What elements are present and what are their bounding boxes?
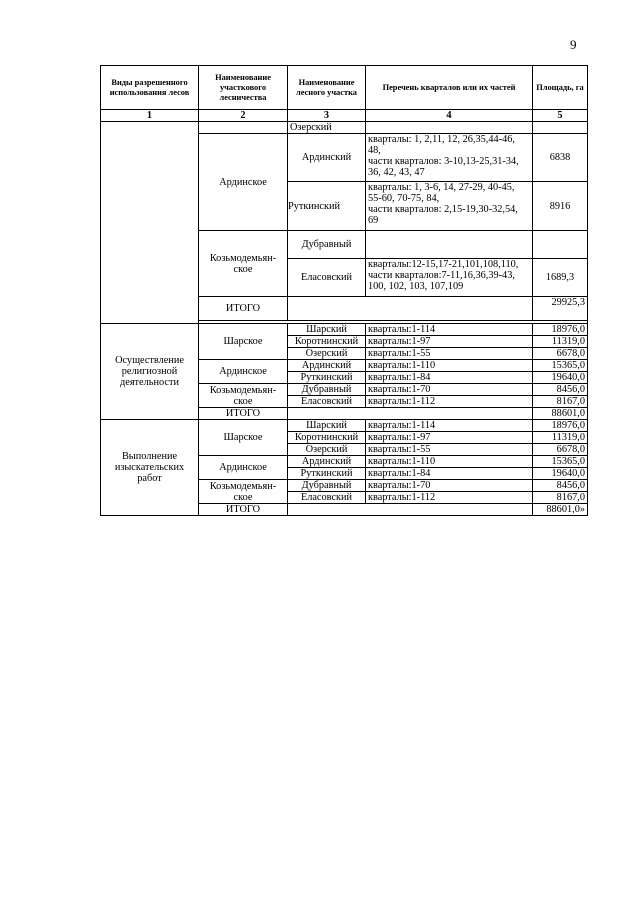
site-cell: Ардинский <box>288 134 366 182</box>
quarters-cell: кварталы:1-55 <box>366 348 533 360</box>
district-cell: Ардинское <box>199 360 288 384</box>
quarters-cell: кварталы:1-110 <box>366 360 533 372</box>
site-cell: Шарский <box>288 420 366 432</box>
quarters-cell: кварталы:1-112 <box>366 492 533 504</box>
district-cell <box>199 122 288 134</box>
area-cell: 8456,0 <box>533 480 588 492</box>
area-cell: 6838 <box>533 134 588 182</box>
header-row <box>101 66 588 110</box>
quarters-cell: кварталы:1-97 <box>366 432 533 444</box>
site-cell: Еласовский <box>288 492 366 504</box>
area-cell: 8916 <box>533 182 588 231</box>
area-cell: 18976,0 <box>533 420 588 432</box>
district-cell: Ардинское <box>199 134 288 231</box>
area-cell: 8167,0 <box>533 492 588 504</box>
quarters-cell: кварталы:1-114 <box>366 420 533 432</box>
site-cell: Руткинский <box>288 372 366 384</box>
area-cell <box>533 231 588 259</box>
site-cell: Дубравный <box>288 231 366 259</box>
header-use-type: Виды разрешенного использования лесов <box>101 66 199 110</box>
area-cell: 15365,0 <box>533 456 588 468</box>
district-cell: Козьмодемьян- ское <box>199 231 288 297</box>
area-cell: 8167,0 <box>533 396 588 408</box>
total-spacer <box>288 504 533 516</box>
table-row <box>101 324 588 336</box>
area-cell: 15365,0 <box>533 360 588 372</box>
quarters-cell <box>366 231 533 259</box>
area-cell: 1689,3 <box>533 259 588 297</box>
total-area: 88601,0» <box>533 504 588 516</box>
total-spacer <box>288 408 533 420</box>
total-area: 29925,3 <box>533 297 588 321</box>
area-cell: 6678,0 <box>533 444 588 456</box>
site-cell: Дубравный <box>288 480 366 492</box>
column-number: 4 <box>366 110 533 122</box>
site-cell: Шарский <box>288 324 366 336</box>
header-quarters: Перечень кварталов или их частей <box>366 66 533 110</box>
quarters-cell: кварталы:1-70 <box>366 480 533 492</box>
quarters-cell <box>366 122 533 134</box>
area-cell: 6678,0 <box>533 348 588 360</box>
use-type-cell: Выполнение изыскательских работ <box>101 420 199 516</box>
site-cell: Озерский <box>288 122 366 134</box>
total-area: 88601,0 <box>533 408 588 420</box>
column-number-row <box>101 110 588 122</box>
column-number: 2 <box>199 110 288 122</box>
page-number: 9 <box>570 37 577 52</box>
site-cell: Озерский <box>288 444 366 456</box>
site-cell: Руткинский <box>288 468 366 480</box>
site-cell: Еласовский <box>288 259 366 297</box>
site-cell: Ардинский <box>288 456 366 468</box>
quarters-cell: кварталы:1-70 <box>366 384 533 396</box>
forest-use-table <box>100 65 588 516</box>
site-cell: Дубравный <box>288 384 366 396</box>
quarters-cell: кварталы:1-112 <box>366 396 533 408</box>
table-row <box>101 420 588 432</box>
quarters-cell: кварталы:1-114 <box>366 324 533 336</box>
quarters-cell: кварталы:1-55 <box>366 444 533 456</box>
total-label: ИТОГО <box>199 297 288 321</box>
site-cell: Еласовский <box>288 396 366 408</box>
quarters-cell: кварталы:1-84 <box>366 372 533 384</box>
use-type-cell <box>101 122 199 324</box>
use-type-cell: Осуществление религиозной деятельности <box>101 324 199 420</box>
site-cell: Коротнинский <box>288 432 366 444</box>
table-row <box>101 122 588 134</box>
area-cell: 8456,0 <box>533 384 588 396</box>
quarters-cell: кварталы:12-15,17-21,101,108,110, части кварталов:7-11,16,36,39-43, 100, 102, 103, 107,109 <box>366 259 533 297</box>
district-cell: Шарское <box>199 420 288 456</box>
header-site: Наименование лесного участка <box>288 66 366 110</box>
total-label: ИТОГО <box>199 504 288 516</box>
quarters-cell: кварталы:1-84 <box>366 468 533 480</box>
header-district: Наименование участкового лесничества <box>199 66 288 110</box>
district-cell: Козьмодемьян- ское <box>199 384 288 408</box>
area-cell: 11319,0 <box>533 336 588 348</box>
column-number: 5 <box>533 110 588 122</box>
column-number: 1 <box>101 110 199 122</box>
district-cell: Шарское <box>199 324 288 360</box>
site-cell: Коротнинский <box>288 336 366 348</box>
area-cell: 11319,0 <box>533 432 588 444</box>
site-cell: Руткинский <box>288 182 366 231</box>
total-spacer <box>288 297 533 321</box>
area-cell: 19640,0 <box>533 372 588 384</box>
header-area: Площадь, га <box>533 66 588 110</box>
district-cell: Ардинское <box>199 456 288 480</box>
quarters-cell: кварталы: 1, 3-6, 14, 27-29, 40-45, 55-60, 70-75, 84, части кварталов: 2,15-19,30-32,54, 69 <box>366 182 533 231</box>
area-cell <box>533 122 588 134</box>
column-number: 3 <box>288 110 366 122</box>
site-cell: Озерский <box>288 348 366 360</box>
quarters-cell: кварталы: 1, 2,11, 12, 26,35,44-46, 48, части кварталов: 3-10,13-25,31-34, 36, 42, 43, 47 <box>366 134 533 182</box>
area-cell: 19640,0 <box>533 468 588 480</box>
quarters-cell: кварталы:1-97 <box>366 336 533 348</box>
site-cell: Ардинский <box>288 360 366 372</box>
area-cell: 18976,0 <box>533 324 588 336</box>
total-label: ИТОГО <box>199 408 288 420</box>
quarters-cell: кварталы:1-110 <box>366 456 533 468</box>
district-cell: Козьмодемьян- ское <box>199 480 288 504</box>
